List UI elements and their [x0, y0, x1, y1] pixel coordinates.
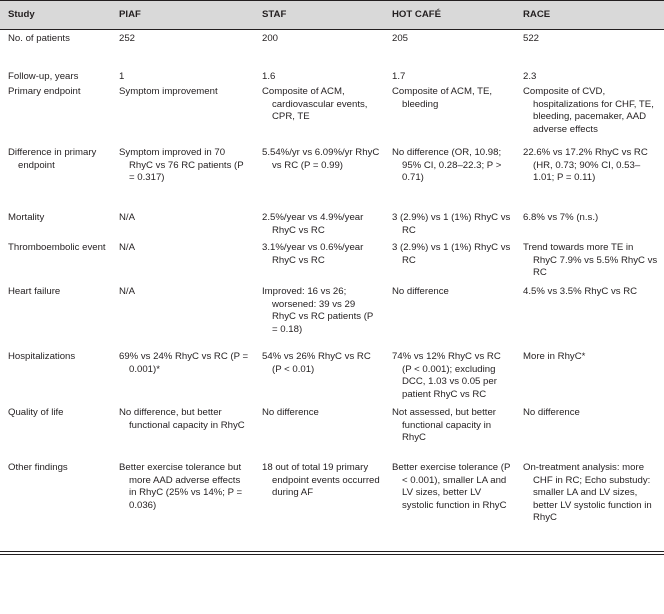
header-study: Study: [0, 1, 111, 30]
cell-text: Quality of life: [8, 407, 64, 419]
cell-staf: [254, 404, 384, 459]
cell-staf: [254, 68, 384, 84]
cell-hot-cafe: [384, 83, 515, 144]
cell-text: Thromboembolic event: [8, 242, 106, 254]
cell-text: Symptom improved in 70 RhyC vs 76 RC patients (P = 0.317): [119, 147, 244, 184]
cell-race: [515, 68, 664, 84]
header-row: [0, 1, 664, 30]
cell-text: Other findings: [8, 462, 68, 474]
cell-text: Not assessed, but better functional capacity in RhyC: [392, 407, 496, 444]
cell-text: Symptom improvement: [119, 86, 218, 98]
cell-staf: [254, 209, 384, 239]
cell-label: [0, 209, 111, 239]
cell-label: [0, 144, 111, 209]
cell-race: [515, 30, 664, 68]
table-row: [0, 83, 664, 144]
cell-text: 1: [119, 70, 125, 82]
cell-hot-cafe: [384, 68, 515, 84]
cell-text: No. of patients: [8, 33, 70, 44]
cell-text: Composite of ACM, cardiovascular events, CPR, TE: [262, 86, 368, 123]
cell-staf: [254, 459, 384, 551]
cell-hot-cafe: [384, 348, 515, 404]
table-row: [0, 239, 664, 283]
cell-race: [515, 283, 664, 348]
cell-label: [0, 68, 111, 84]
cell-text: 522: [523, 33, 540, 44]
cell-race: [515, 144, 664, 209]
cell-staf: [254, 283, 384, 348]
cell-text: No difference (OR, 10.98; 95% CI, 0.28–22.3; P > 0.71): [392, 147, 502, 184]
table-row: [0, 68, 664, 84]
cell-text: 22.6% vs 17.2% RhyC vs RC (HR, 0.73; 90% CI, 0.53–1.01; P = 0.11): [523, 147, 648, 184]
table-row: [0, 30, 664, 68]
cell-piaf: [111, 348, 254, 404]
cell-text: 205: [392, 33, 409, 44]
cell-text: Follow-up, years: [8, 70, 79, 82]
cell-hot-cafe: [384, 459, 515, 551]
cell-text: 74% vs 12% RhyC vs RC (P < 0.001); excluding DCC, 1.03 vs 0.05 per patient RhyC vs RC: [392, 351, 501, 400]
cell-text: 1.7: [392, 70, 406, 82]
cell-text: No difference: [262, 407, 319, 419]
cell-label: [0, 30, 111, 68]
cell-text: N/A: [119, 212, 135, 224]
cell-text: 18 out of total 19 primary endpoint events occurred during AF: [262, 462, 380, 499]
table-row: [0, 209, 664, 239]
cell-text: 69% vs 24% RhyC vs RC (P = 0.001)*: [119, 351, 249, 375]
cell-hot-cafe: [384, 30, 515, 68]
cell-hot-cafe: [384, 144, 515, 209]
cell-text: Better exercise tolerance but more AAD adverse effects in RhyC (25% vs 14%; P = 0.036): [119, 462, 243, 511]
cell-label: [0, 239, 111, 283]
cell-race: [515, 459, 664, 551]
cell-text: Mortality: [8, 212, 45, 224]
cell-race: [515, 348, 664, 404]
cell-staf: [254, 144, 384, 209]
cell-piaf: [111, 459, 254, 551]
cell-text: Hospitalizations: [8, 351, 76, 363]
cell-label: [0, 348, 111, 404]
bottom-rule: [0, 554, 664, 555]
cell-piaf: [111, 30, 254, 68]
cell-text: Heart failure: [8, 286, 61, 298]
cell-piaf: [111, 404, 254, 459]
cell-piaf: [111, 68, 254, 84]
cell-text: 3.1%/year vs 0.6%/year RhyC vs RC: [262, 242, 364, 266]
cell-hot-cafe: [384, 209, 515, 239]
cell-text: 3 (2.9%) vs 1 (1%) RhyC vs RC: [392, 242, 511, 266]
cell-label: [0, 283, 111, 348]
cell-text: N/A: [119, 286, 135, 298]
cell-text: No difference: [523, 407, 580, 419]
cell-label: [0, 404, 111, 459]
cell-text: Difference in primary endpoint: [8, 147, 97, 171]
cell-staf: [254, 239, 384, 283]
cell-hot-cafe: [384, 283, 515, 348]
cell-text: No difference: [392, 286, 449, 298]
cell-text: 252: [119, 33, 136, 44]
cell-piaf: [111, 144, 254, 209]
cell-piaf: [111, 239, 254, 283]
cell-text: 5.54%/yr vs 6.09%/yr RhyC vs RC (P = 0.99): [262, 147, 380, 171]
cell-race: [515, 239, 664, 283]
cell-label: [0, 83, 111, 144]
cell-text: 1.6: [262, 70, 276, 82]
cell-text: 6.8% vs 7% (n.s.): [523, 212, 599, 224]
table-row: [0, 144, 664, 209]
cell-staf: [254, 30, 384, 68]
cell-text: N/A: [119, 242, 135, 254]
cell-text: Better exercise tolerance (P < 0.001), smaller LA and LV sizes, better LV systolic function in RhyC: [392, 462, 511, 511]
table-row: [0, 459, 664, 551]
cell-text: 200: [262, 33, 279, 44]
cell-text: 4.5% vs 3.5% RhyC vs RC: [523, 286, 638, 298]
header-hot-cafe: HOT CAFÉ: [384, 1, 515, 30]
cell-text: 2.3: [523, 70, 537, 82]
cell-hot-cafe: [384, 239, 515, 283]
cell-text: More in RhyC*: [523, 351, 586, 363]
cell-text: No difference, but better functional capacity in RhyC: [119, 407, 245, 431]
cell-piaf: [111, 209, 254, 239]
cell-race: [515, 209, 664, 239]
cell-label: [0, 459, 111, 551]
cell-text: 2.5%/year vs 4.9%/year RhyC vs RC: [262, 212, 364, 236]
cell-piaf: [111, 283, 254, 348]
table-row: [0, 348, 664, 404]
header-piaf: PIAF: [111, 1, 254, 30]
cell-piaf: [111, 83, 254, 144]
cell-hot-cafe: [384, 404, 515, 459]
cell-race: [515, 83, 664, 144]
cell-text: Composite of CVD, hospitalizations for CHF, TE, bleeding, pacemaker, AAD adverse effects: [523, 86, 654, 135]
table-row: [0, 404, 664, 459]
header-staf: STAF: [254, 1, 384, 30]
header-race: RACE: [515, 1, 664, 30]
cell-text: 54% vs 26% RhyC vs RC (P < 0.01): [262, 351, 371, 375]
cell-staf: [254, 83, 384, 144]
table-row: [0, 283, 664, 348]
cell-text: Primary endpoint: [8, 86, 81, 98]
cell-text: On-treatment analysis: more CHF in RC; Echo substudy: smaller LA and LV sizes, better LV systolic function in RhyC: [523, 462, 652, 524]
cell-text: Composite of ACM, TE, bleeding: [392, 86, 493, 110]
cell-race: [515, 404, 664, 459]
cell-text: 3 (2.9%) vs 1 (1%) RhyC vs RC: [392, 212, 511, 236]
cell-text: Trend towards more TE in RhyC 7.9% vs 5.5% RhyC vs RC: [523, 242, 658, 279]
cell-text: Improved: 16 vs 26; worsened: 39 vs 29 RhyC vs RC patients (P = 0.18): [262, 286, 374, 335]
cell-staf: [254, 348, 384, 404]
